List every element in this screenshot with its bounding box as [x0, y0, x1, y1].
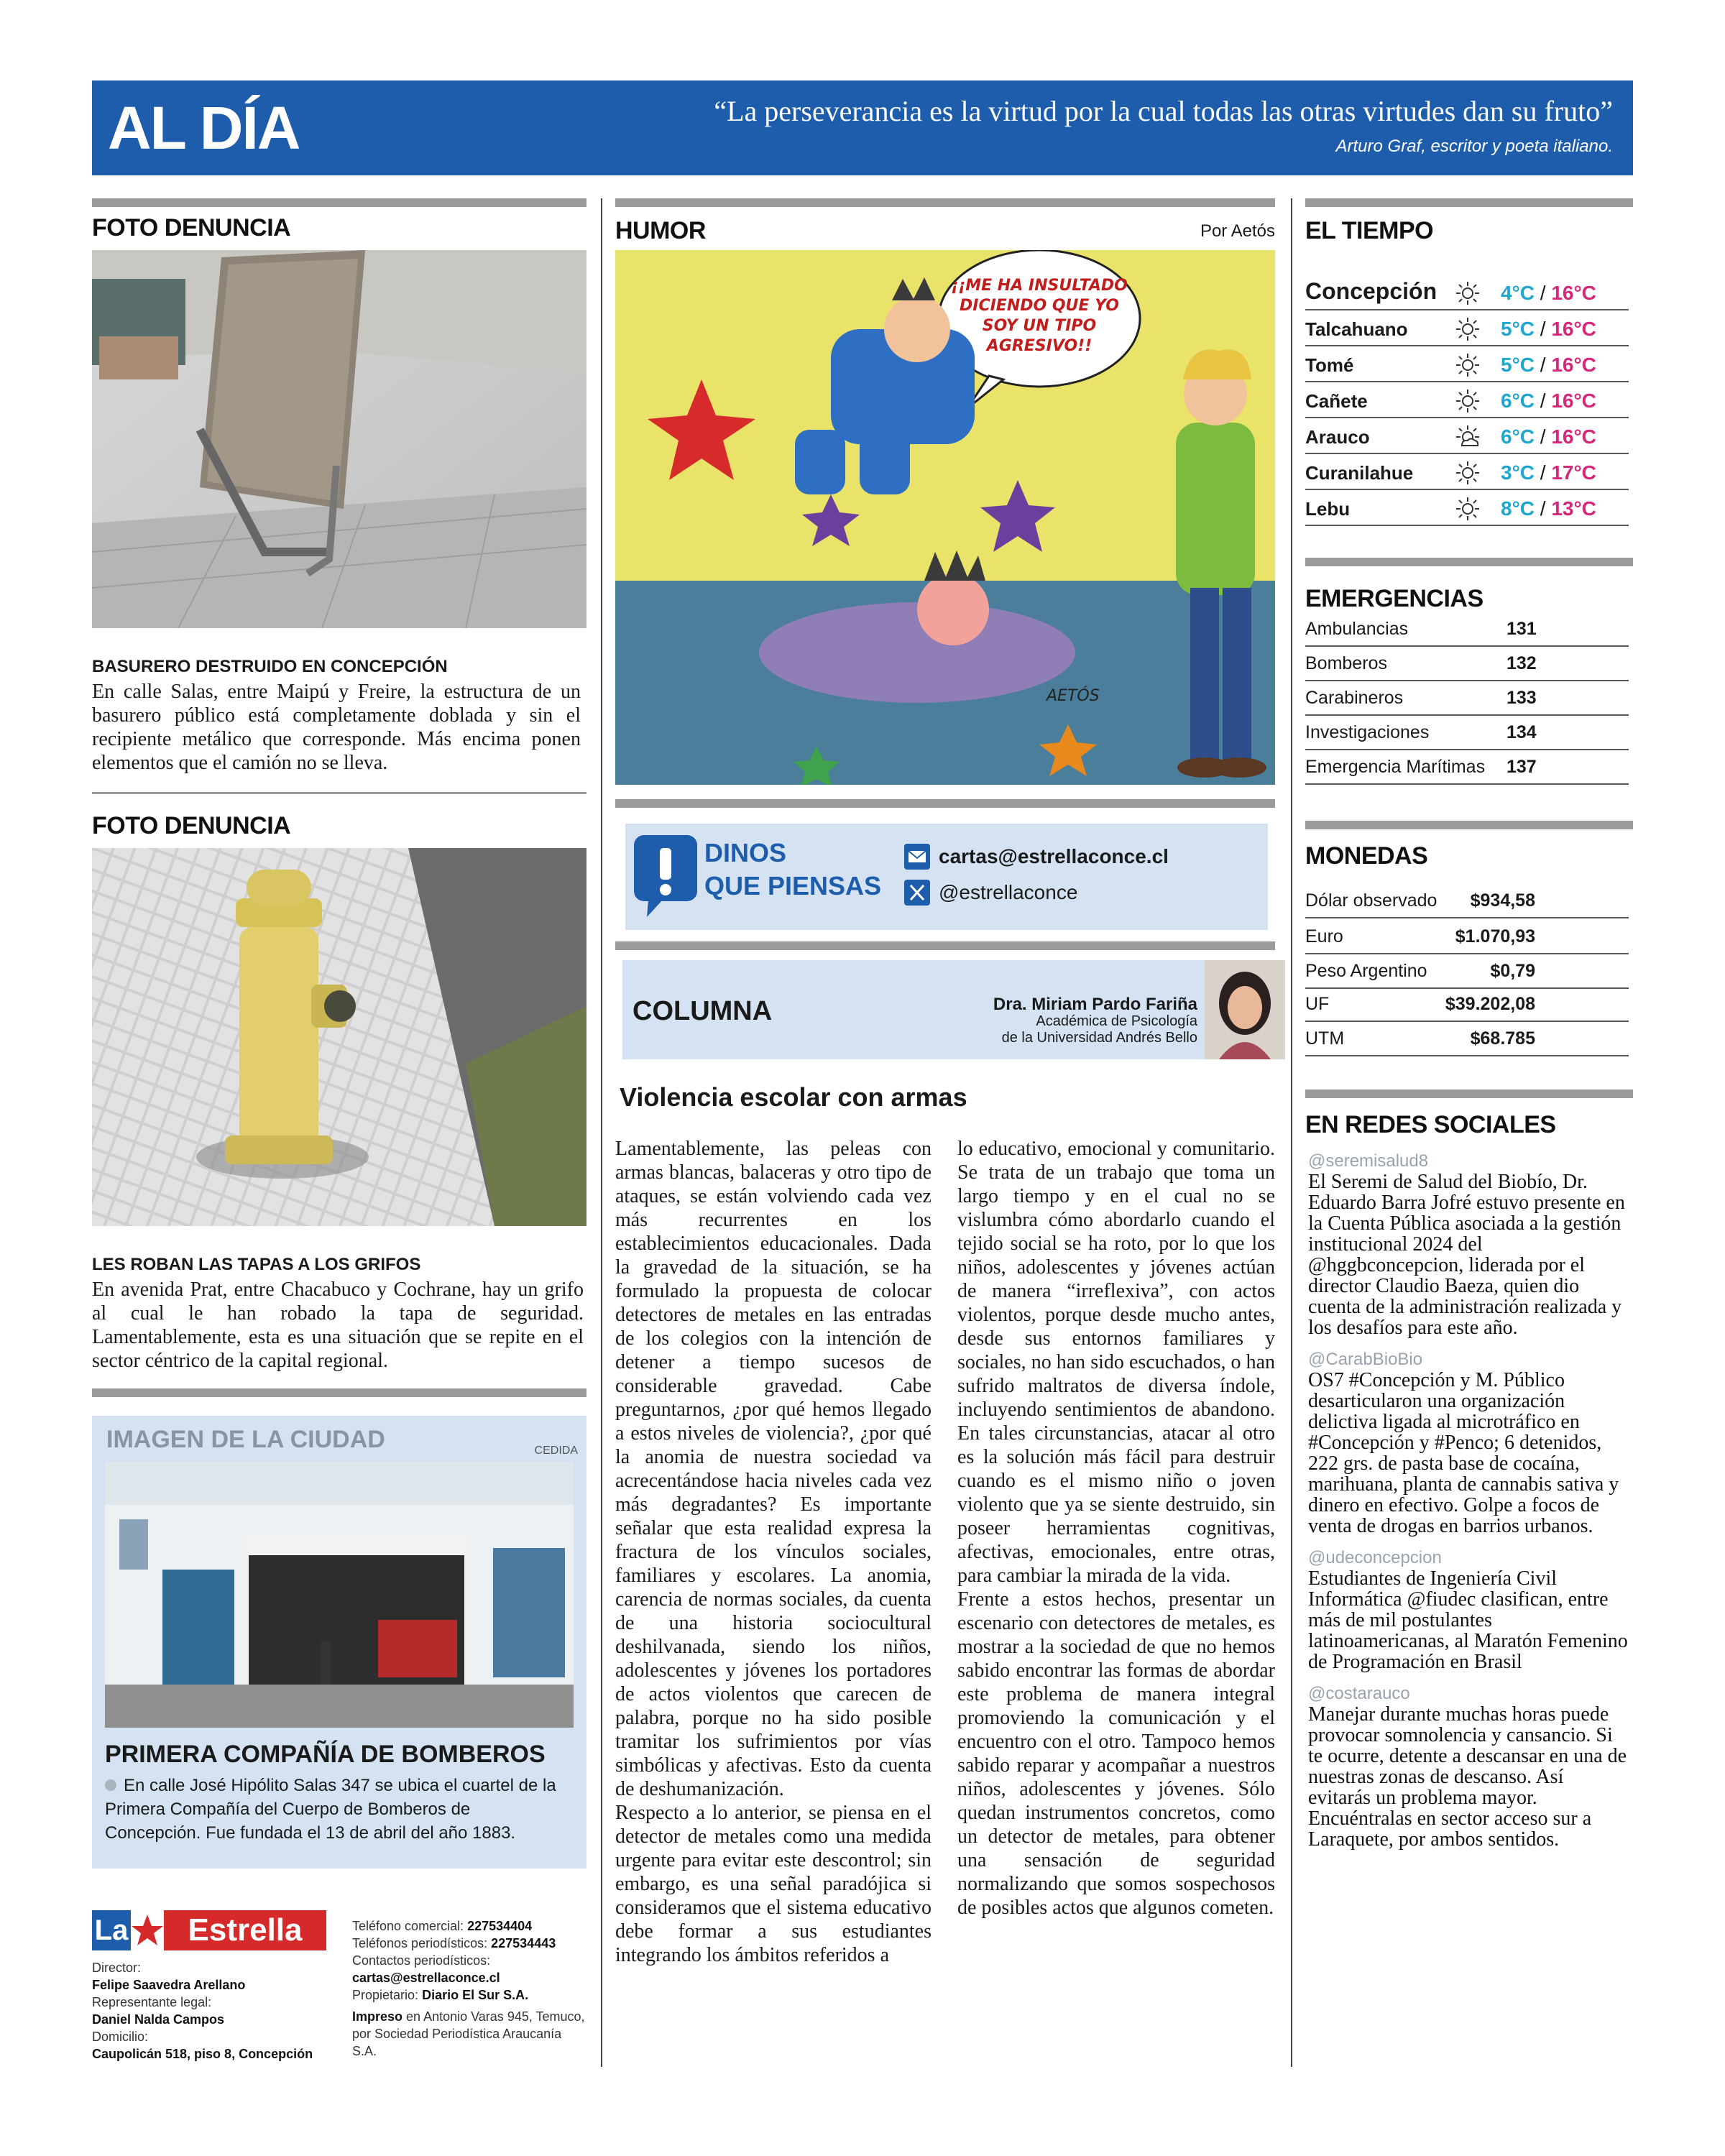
foto1-caption-title: BASURERO DESTRUIDO EN CONCEPCIÓN: [92, 657, 448, 676]
temp-min: 8°C: [1501, 497, 1535, 520]
footer-label: Propietario:: [352, 1988, 419, 2002]
social-handle[interactable]: @seremisalud8: [1308, 1151, 1429, 1171]
logo-estrella: Estrella: [164, 1910, 326, 1950]
weather-city: Tomé: [1305, 354, 1354, 376]
footer-label: Director:: [92, 1961, 142, 1975]
logo-la: La: [92, 1910, 131, 1950]
sun-icon: [1455, 460, 1481, 486]
column-paragraph: Frente a estos hechos, presentar un escenario con detectores de metales, es mostrar a la sociedad de que no hemos sabido encontrar las formas de abordar este problema de manera integral promoviendo la comunicación y el encuentro con el otro. Tampoco hemos sabido reparar y acompañar a nuestros niños, adolescentes y jóvenes. Sólo quedan instrumentos concretos, como un detector de metales, para obtener una sensación de seguridad normalizando que somos sospechosos de posibles actos que algunos cometen.: [957, 1588, 1275, 1919]
currency-label: UF: [1305, 994, 1330, 1014]
social-post: [1308, 1350, 1629, 1537]
temp-min: 5°C: [1501, 354, 1535, 376]
weather-row: [1305, 490, 1629, 526]
header-quote-author: Arturo Graf, escritor y poeta italiano.: [1335, 137, 1613, 156]
weather-temps: 5°C / 16°C: [1501, 354, 1596, 376]
weather-city: Cañete: [1305, 390, 1368, 412]
social-handle[interactable]: @udeconcepcion: [1308, 1548, 1442, 1567]
redes-title: EN REDES SOCIALES: [1305, 1111, 1556, 1138]
emergency-label: Investigaciones: [1305, 722, 1430, 742]
section-brand: AL DÍA: [108, 94, 300, 162]
weather-city: Lebu: [1305, 498, 1351, 520]
rule: [1305, 821, 1633, 829]
column-role-line: Académica de Psicología: [1036, 1013, 1197, 1029]
emergency-number: 132: [1506, 653, 1537, 673]
footer-label: Teléfono comercial:: [352, 1919, 464, 1933]
foto1-photo: [92, 250, 586, 628]
sun-cloud-icon: [1455, 424, 1481, 450]
mail-icon: [904, 844, 930, 870]
estrella-logo: [92, 1910, 326, 1950]
weather-row: [1305, 269, 1629, 310]
temp-max: 16°C: [1551, 354, 1596, 376]
emergency-number: 131: [1506, 619, 1537, 639]
emergencias-title: EMERGENCIAS: [1305, 585, 1484, 612]
dinos-x-handle[interactable]: @estrellaconce: [939, 881, 1078, 903]
temp-min: 4°C: [1501, 282, 1535, 304]
column-divider: [601, 198, 602, 2067]
social-text: Estudiantes de Ingeniería Civil Informática @fiudec clasifican, entre más de mil postulantes latinoamericanas, al Maratón Femenino de Programación en Brasil: [1308, 1567, 1628, 1673]
weather-temps: 4°C / 16°C: [1501, 282, 1596, 304]
footer-value: Daniel Nalda Campos: [92, 2012, 225, 2027]
weather-city: Curanilahue: [1305, 462, 1414, 484]
emergency-label: Bomberos: [1305, 653, 1387, 673]
currency-label: Euro: [1305, 926, 1343, 946]
weather-row: [1305, 310, 1629, 346]
footer-label: Impreso: [352, 2009, 403, 2024]
social-text: Manejar durante muchas horas puede provocar somnolencia y cansancio. Si te ocurre, detente a descansar en una de nuestras zonas de descanso. Así evitarás un problema mayor. Encuéntralas en sector acceso sur a Laraquete, por ambos sentidos.: [1308, 1703, 1627, 1851]
dinos-title-line: QUE PIENSAS: [704, 871, 882, 900]
social-post: [1308, 1151, 1629, 1338]
star-icon: [131, 1913, 164, 1948]
temp-max: 13°C: [1551, 497, 1596, 520]
rule: [615, 941, 1275, 950]
rule: [92, 792, 586, 794]
footer-label: Teléfonos periodísticos:: [352, 1936, 488, 1950]
temp-max: 16°C: [1551, 425, 1596, 448]
currency-value: $39.202,08: [1445, 994, 1535, 1014]
ciudad-text: En calle José Hipólito Salas 347 se ubica el cuartel de la Primera Compañía del Cuerpo de Bomberos de Concepción. Fue fundada el 13 de abril del año 1883.: [105, 1776, 556, 1843]
currency-label: UTM: [1305, 1028, 1345, 1049]
speech-bubble-icon: [631, 832, 700, 918]
weather-temps: 6°C / 16°C: [1501, 390, 1596, 412]
footer-value: en Antonio Varas 945, Temuco, por Sociedad Periodística Araucanía S.A.: [352, 2009, 585, 2058]
weather-row: [1305, 418, 1629, 454]
weather-temps: 3°C / 17°C: [1501, 461, 1596, 484]
social-handle[interactable]: @costarauco: [1308, 1684, 1410, 1703]
weather-temps: 5°C / 16°C: [1501, 318, 1596, 340]
sun-icon: [1455, 316, 1481, 342]
emergency-row: [1305, 750, 1629, 785]
temp-min: 6°C: [1501, 425, 1535, 448]
ciudad-photo: [105, 1462, 574, 1728]
dinos-title-line: DINOS: [704, 838, 787, 867]
emergency-number: 134: [1506, 722, 1537, 742]
foto2-photo: [92, 848, 586, 1226]
column-header: [622, 960, 1285, 1059]
rule: [615, 198, 1275, 207]
temp-max: 16°C: [1551, 318, 1596, 340]
dinos-title: [704, 837, 881, 903]
ciudad-credit: CEDIDA: [534, 1445, 578, 1457]
footer-value: cartas@estrellaconce.cl: [352, 1971, 500, 1985]
rule: [92, 1388, 586, 1397]
weather-temps: 8°C / 13°C: [1501, 497, 1596, 520]
column-paragraph: Lamentablemente, las peleas con armas blancas, balaceras y otro tipo de ataques, se están volviendo cada vez más recurrentes en los establecimientos educacionales. Dada la gravedad de la situación, se ha formulado la propuesta de colocar detectores de metales en las entradas de los colegios con la intención de detener a tiempo sucesos de considerable gravedad. Cabe preguntarnos, ¿por qué hemos llegado a estos niveles de violencia?, ¿por qué la anomia de nuestra sociedad va acrecentándose hacia niveles cada vez más degradantes? Es importante señalar que esta realidad expresa la fractura de los vínculos sociales, familiares y escolares. La anomia, carencia de normas sociales, da cuenta de una historia sociocultural deshilvanada, siendo los niños, adolescentes y jóvenes los portadores de actos violentos que carecen de palabra, porque no ha sido posible tramitar los sufrimientos por vías simbólicas y afectivas. Esto da cuenta de deshumanización.: [615, 1138, 932, 1800]
rule: [1305, 558, 1633, 566]
sun-icon: [1455, 280, 1481, 306]
footer-value: 227534443: [491, 1936, 556, 1950]
emergency-label: Emergencia Marítimas: [1305, 757, 1486, 777]
dinos-box: [625, 824, 1268, 930]
currency-row: [1305, 920, 1629, 954]
emergency-number: 133: [1506, 688, 1537, 708]
emergency-row: [1305, 681, 1629, 716]
weather-row: [1305, 454, 1629, 490]
temp-max: 17°C: [1551, 461, 1596, 484]
currency-row: [1305, 987, 1629, 1022]
sun-icon: [1455, 388, 1481, 414]
emergency-label: Ambulancias: [1305, 619, 1409, 639]
sun-icon: [1455, 352, 1481, 378]
foto1-caption-text: En calle Salas, entre Maipú y Freire, la estructura de un basurero público está completamente doblada y sin el recipiente metálico que corresponde. Más encima ponen elementos que el camión no se lleva.: [92, 681, 581, 774]
emergency-row: [1305, 647, 1629, 681]
temp-min: 3°C: [1501, 461, 1535, 484]
rule: [615, 799, 1275, 808]
monedas-title: MONEDAS: [1305, 842, 1428, 870]
footer-label: Contactos periodísticos:: [352, 1953, 491, 1968]
social-text: OS7 #Concepción y M. Público desarticularon una organización delictiva ligada al microtráfico en #Concepción y #Penco; 6 detenidos, 222 grs. de pasta base de cocaína, marihuana, planta de cannabis sativa y dinero en efectivo. Golpe a focos de venta de drogas en barrios urbanos.: [1308, 1369, 1619, 1537]
currency-value: $68.785: [1470, 1028, 1535, 1049]
weather-temps: 6°C / 16°C: [1501, 425, 1596, 448]
humor-cartoon: [615, 250, 1275, 785]
column-paragraph: Respecto a lo anterior, se piensa en el detector de metales como una medida urgente para evitar este descontrol; sin embargo, es una señal paradójica si consideramos que el sistema educativo debe formar a sus estudiantes integrando los ámbitos referidos a: [615, 1802, 932, 1966]
footer-label: Domicilio:: [92, 2030, 149, 2044]
header-quote: “La perseverancia es la virtud por la cual todas las otras virtudes dan su fruto”: [714, 95, 1613, 127]
rule: [92, 198, 586, 207]
temp-min: 5°C: [1501, 318, 1535, 340]
footer-label: Representante legal:: [92, 1995, 212, 2009]
weather-city: Arauco: [1305, 426, 1370, 448]
emergency-label: Carabineros: [1305, 688, 1404, 708]
weather-row: [1305, 382, 1629, 418]
humor-byline: Por Aetós: [1200, 221, 1275, 241]
temp-max: 16°C: [1551, 282, 1596, 304]
rule: [1305, 1089, 1633, 1098]
foto1-title: FOTO DENUNCIA: [92, 214, 291, 241]
rule: [1305, 198, 1633, 207]
column-headline: Violencia escolar con armas: [620, 1082, 967, 1112]
foto2-caption-text: En avenida Prat, entre Chacabuco y Cochrane, hay un grifo al cual le han robado la tapa de seguridad. Lamentablemente, esta es una situación que se repite en el sector céntrico de la capital regional.: [92, 1279, 584, 1372]
x-icon: [904, 880, 930, 906]
column-role: [896, 1013, 1197, 1046]
footer-value: Diario El Sur S.A.: [422, 1988, 529, 2002]
currency-row: [1305, 954, 1629, 989]
temp-max: 16°C: [1551, 390, 1596, 412]
temp-min: 6°C: [1501, 390, 1535, 412]
column-paragraph: lo educativo, emocional y comunitario. Se trata de un trabajo que toma un largo tiempo y en el cual no se vislumbra cómo abordarlo cuando el tejido social se ha roto, por lo que los niños, adolescentes y jóvenes actúan de manera “irreflexiva”, con actos violentos, porque desde mucho antes, desde sus entornos familiares y sociales, no han sido escuchados, o han sufrido maltratos de diversa índole, incluyendo sentimientos de abandono. En tales circunstancias, atacar al otro es la solución más fácil para destruir cuando es el mismo niño o joven violento que ya se siente destruido, sin poseer herramientas cognitivas, afectivas, emocionales, entre otras, para cambiar la mirada de la vida.: [957, 1138, 1275, 1587]
cartoon-signature: AETÓS: [1046, 687, 1100, 705]
social-feed: [1308, 1151, 1629, 1850]
currency-label: Dólar observado: [1305, 890, 1438, 911]
emergency-row: [1305, 716, 1629, 750]
currency-label: Peso Argentino: [1305, 961, 1427, 981]
foto2-title: FOTO DENUNCIA: [92, 812, 291, 839]
emergency-number: 137: [1506, 757, 1537, 777]
emergency-row: [1305, 612, 1629, 647]
currency-value: $934,58: [1470, 890, 1535, 911]
column-col2: [957, 1137, 1275, 1920]
ciudad-box: [92, 1416, 586, 1869]
weather-city: Talcahuano: [1305, 318, 1408, 340]
humor-title: HUMOR: [615, 217, 706, 244]
social-post: [1308, 1548, 1629, 1672]
ciudad-title: IMAGEN DE LA CIUDAD: [106, 1426, 385, 1453]
column-label: COLUMNA: [632, 996, 773, 1026]
currency-value: $0,79: [1490, 961, 1535, 981]
social-post: [1308, 1684, 1629, 1850]
foto2-caption-title: LES ROBAN LAS TAPAS A LOS GRIFOS: [92, 1255, 421, 1274]
currency-row: [1305, 884, 1629, 918]
social-text: El Seremi de Salud del Biobío, Dr. Eduardo Barra Jofré estuvo presente en la Cuenta Pública asociada a la gestión institucional 2024 del @hggbconcepcion, liderada por el director Claudio Baeza, quien dio cuenta de la administración realizada y los desafíos para este año.: [1308, 1171, 1625, 1339]
cartoon-speech: ¡¡ME HA INSULTADO DICIENDO QUE YO SOY UN TIPO AGRESIVO!!: [951, 277, 1128, 355]
footer-left: [92, 1959, 322, 2063]
weather-city: Concepción: [1305, 278, 1438, 304]
weather-title: EL TIEMPO: [1305, 217, 1434, 244]
weather-row: [1305, 346, 1629, 382]
social-handle[interactable]: @CarabBioBio: [1308, 1350, 1423, 1369]
ciudad-headline: PRIMERA COMPAÑÍA DE BOMBEROS: [105, 1741, 546, 1768]
column-col1: [615, 1137, 932, 1967]
column-author: Dra. Miriam Pardo Fariña: [993, 995, 1197, 1014]
footer-value: Caupolicán 518, piso 8, Concepción: [92, 2047, 313, 2061]
footer-value: 227534404: [467, 1919, 533, 1933]
dinos-email[interactable]: cartas@estrellaconce.cl: [939, 845, 1169, 867]
footer-value: Felipe Saavedra Arellano: [92, 1978, 246, 1992]
footer-right: [352, 1917, 586, 2060]
column-role-line: de la Universidad Andrés Bello: [1001, 1030, 1197, 1046]
currency-row: [1305, 1022, 1629, 1056]
sun-icon: [1455, 496, 1481, 522]
author-avatar: [1205, 960, 1285, 1059]
header-banner: [92, 80, 1633, 175]
currency-value: $1.070,93: [1455, 926, 1535, 946]
column-divider: [1291, 198, 1292, 2067]
